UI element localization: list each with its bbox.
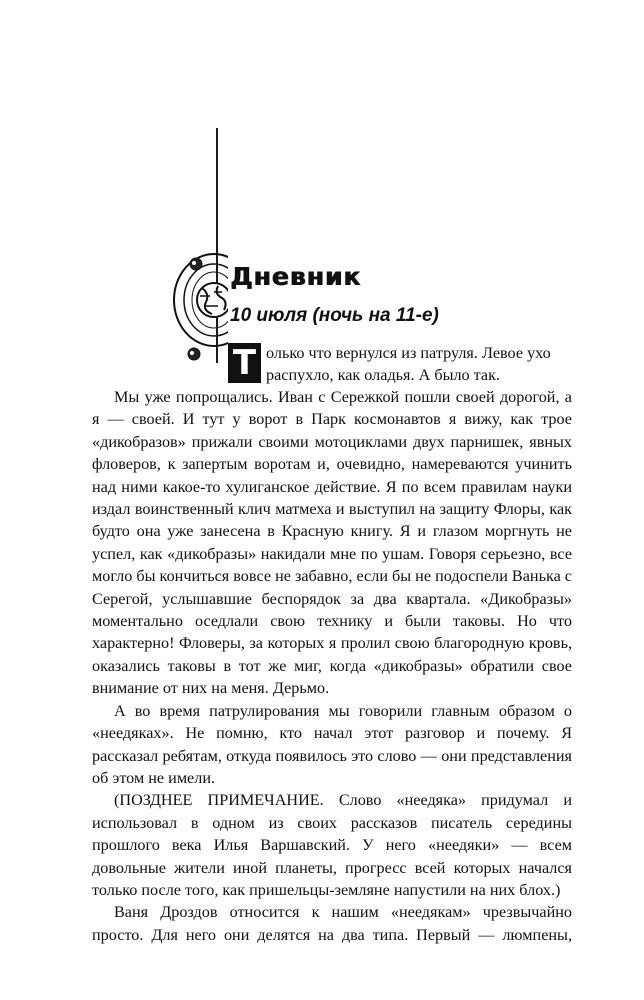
paragraph: Мы уже попрощались. Иван с Сережкой пошли своей дорогой, а я — своей. И тут у ворот в Парк космонавтов я вижу, как трое «дикобразов» прижали своими мотоциклами двух парнишек, явных фловеров, к запертым воротам и, очевидно, намереваются учинить над ними какое-то хулиганское действие. Я по всем правилам науки издал воинственный клич матмеха и выступил на защиту Флоры, как будто она уже занесена в Красную книгу. Я и глазом моргнуть не успел, как «дикобразы» накидали мне по ушам. Говоря серьезно, все могло бы кончиться вовсе не забавно, если бы не подоспели Ванька с Серегой, услышавшие беспорядок за два квартала. «Дикобразы» моментально оседлали свою технику и были таковы. Но что характерно! Фловеры, за которых я пролил свою благородную кровь, оказались таковы в тот же миг, когда «дикобразы» обратили свое внимание от них на меня. Дерьмо. — [92, 388, 572, 698]
body-text — [92, 386, 572, 946]
first-paragraph-line-2: распухло, как оладья. А было так. — [266, 366, 501, 384]
paragraph: А во время патрулирования мы говорили главным образом о «неедяках». Не помню, кто начал этот разговор и почему. Я рассказал ребятам, откуда появилось это слово — они представления об этом не имели. — [92, 701, 572, 787]
drop-cap: Т — [228, 343, 261, 383]
paragraph: (ПОЗДНЕЕ ПРИМЕЧАНИЕ. Слово «неедяка» придумал и использовал в одном из своих рассказов писатель середины прошлого века Илья Варшавский. У него «неедяки» — всем довольные жители иной планеты, прогресс всей которых начался только после того, как пришельцы-земляне напустили на них блох.) — [92, 791, 572, 899]
chapter-title: Дневник — [230, 262, 362, 291]
planet-orbit-icon — [158, 236, 228, 366]
paragraph: Ваня Дроздов относится к нашим «неедякам» чрезвычайно просто. Для него они делятся на два типа. Первый — люмпены, — [92, 903, 572, 944]
first-paragraph-line-1: олько что вернулся из патруля. Левое ухо — [266, 344, 551, 362]
entry-date: 10 июля (ночь на 11-е) — [230, 305, 439, 326]
